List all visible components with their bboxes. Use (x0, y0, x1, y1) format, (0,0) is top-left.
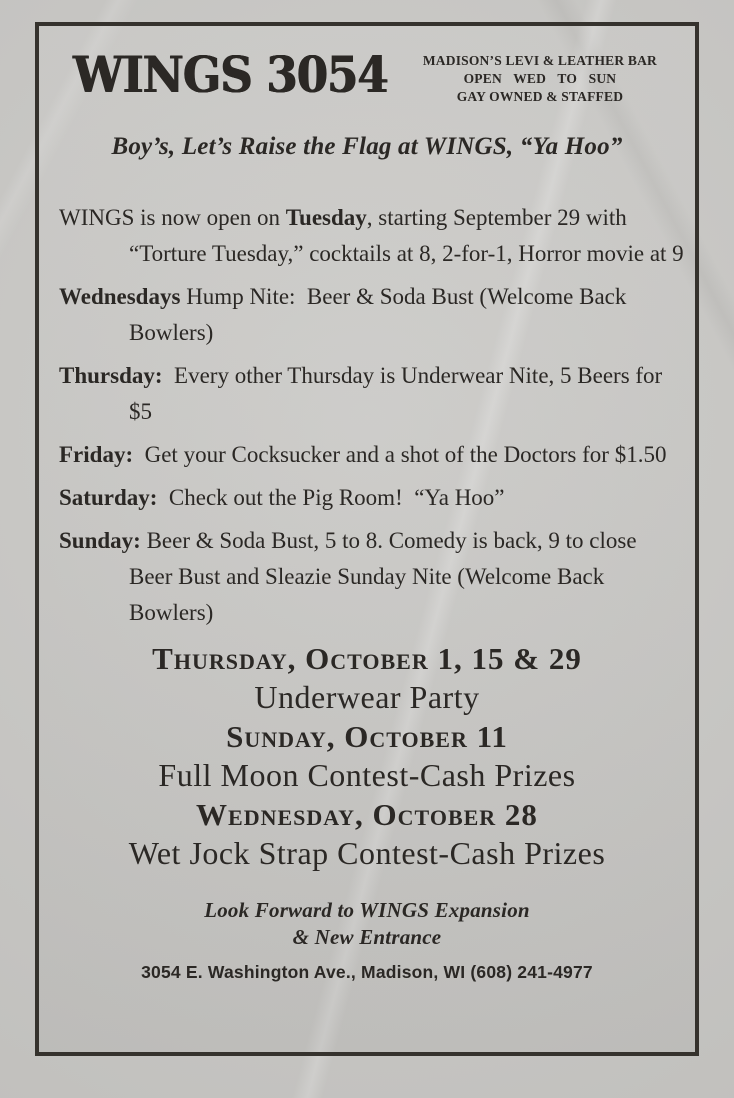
address-line: 3054 E. Washington Ave., Madison, WI (608) 241-4977 (141, 962, 593, 982)
schedule-day-label: Tuesday (285, 205, 367, 230)
schedule-day-label: Friday: (59, 442, 134, 467)
schedule-day-label: Sunday: (59, 528, 141, 553)
schedule-item-sunday (59, 523, 685, 631)
bar-info-line: GAY OWNED & STAFFED (456, 89, 624, 104)
schedule-text: Check out the Pig Room! “Ya Hoo” (157, 485, 505, 510)
event-title-line: Wet Jock Strap Contest-Cash Prizes (128, 835, 606, 871)
flyer-header (39, 26, 695, 106)
weekly-schedule (59, 200, 685, 631)
event-date-line: Sunday, October 11 (226, 719, 508, 754)
schedule-item-saturday (59, 480, 685, 516)
event-date-line: Wednesday, October 28 (196, 797, 538, 832)
schedule-item-thursday (59, 358, 685, 430)
special-events (39, 639, 695, 873)
bar-info-line: OPEN WED TO SUN (463, 71, 617, 86)
schedule-text: WINGS is now open on (59, 205, 286, 230)
expansion-note-line: & New Entrance (292, 925, 442, 949)
schedule-day-label: Thursday: (59, 363, 163, 388)
schedule-item-tuesday (59, 200, 685, 272)
schedule-text: Beer & Soda Bust, 5 to 8. Comedy is back, 9 to close Beer Bust and Sleazie Sunday Nite (Welcome Back Bowlers) (129, 528, 643, 625)
tagline: Boy’s, Let’s Raise the Flag at WINGS, “Ya Hoo” (111, 133, 623, 160)
schedule-day-label: Saturday: (59, 485, 158, 510)
schedule-text: Every other Thursday is Underwear Nite, 5 Beers for $5 (129, 363, 668, 424)
event-date-line: Thursday, October 1, 15 & 29 (152, 641, 582, 676)
schedule-item-wednesday (59, 279, 685, 351)
expansion-note (39, 897, 695, 951)
expansion-note-line: Look Forward to WINGS Expansion (204, 898, 530, 922)
schedule-text: , starting September 29 with “Torture Tuesday,” cocktails at 8, 2-for-1, Horror movie at 9 (129, 205, 684, 266)
bar-info-line: MADISON’S LEVI & LEATHER BAR (422, 53, 657, 68)
flyer-border-box (35, 22, 699, 1056)
event-title-line: Underwear Party (254, 679, 480, 715)
event-title-line: Full Moon Contest-Cash Prizes (158, 757, 576, 793)
wings-logo: WINGS 3054 (73, 45, 388, 104)
schedule-text: Hump Nite: Beer & Soda Bust (Welcome Back Bowlers) (129, 284, 633, 345)
schedule-item-friday (59, 437, 685, 473)
schedule-text: Get your Cocksucker and a shot of the Doctors for $1.50 (133, 442, 667, 467)
schedule-day-label: Wednesdays (59, 284, 181, 309)
bar-info-block (423, 50, 675, 106)
